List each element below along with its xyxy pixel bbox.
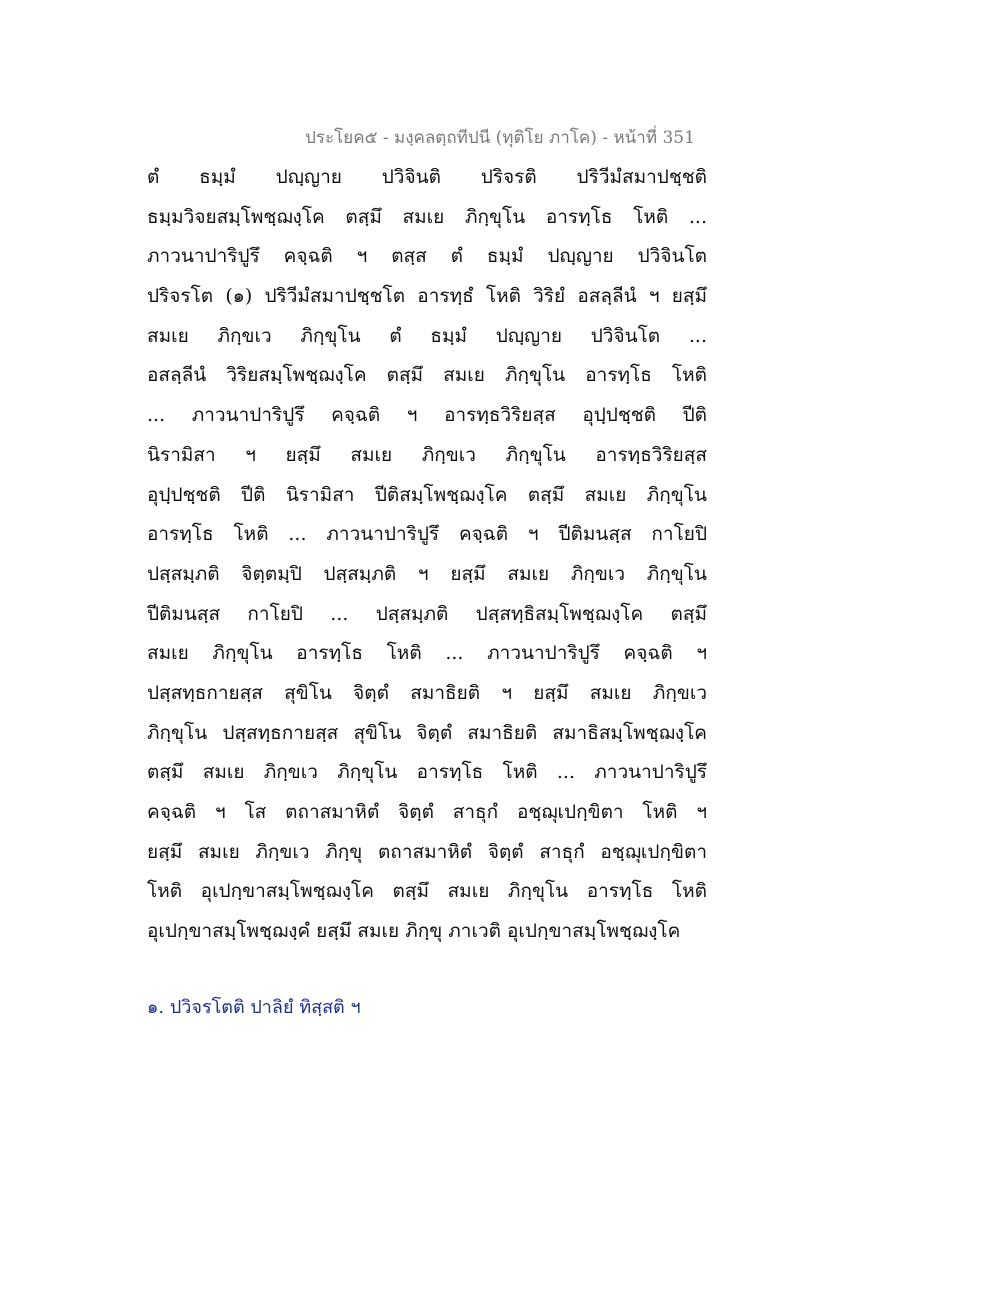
text-line: อุปฺปชฺชติ ปีติ นิรามิสา ปีติสมฺโพชฺฌงฺโค ตสฺมึ สมเย ภิกฺขุโน <box>147 483 707 506</box>
text-line: โหติ อุเปกฺขาสมฺโพชฺฌงฺโค ตสฺมึ สมเย ภิกฺขุโน อารทฺโธ โหติ <box>147 880 707 903</box>
text-line: สมเย ภิกฺขุโน อารทฺโธ โหติ ... ภาวนาปาริปูรึ คจฺฉติ ฯ <box>147 642 707 665</box>
text-line: ปสฺสทฺธกายสฺส สุขิโน จิตฺตํ สมาธิยติ ฯ ยสฺมึ สมเย ภิกฺขเว <box>147 681 707 704</box>
text-line: สมเย ภิกฺขเว ภิกฺขุโน ตํ ธมฺมํ ปญฺญาย ปวิจินโต ... <box>147 324 707 347</box>
text-line: ยสฺมึ สมเย ภิกฺขเว ภิกฺขุ ตถาสมาหิตํ จิตฺตํ สาธุกํ อชฺฌุเปกฺขิตา <box>147 840 707 863</box>
text-line: อุเปกฺขาสมฺโพชฺฌงฺคํ ยสฺมึ สมเย ภิกฺขุ ภาเวติ อุเปกฺขาสมฺโพชฺฌงฺโค <box>147 920 681 943</box>
text-line: ธมฺมวิจยสมฺโพชฺฌงฺโค ตสฺมึ สมเย ภิกฺขุโน อารทฺโธ โหติ ... <box>147 205 707 228</box>
text-line: ปสฺสมฺภติ จิตฺตมฺปิ ปสฺสมฺภติ ฯ ยสฺมึ สมเย ภิกฺขเว ภิกฺขุโน <box>147 562 707 585</box>
text-line: อสลฺลีนํ วิริยสมฺโพชฺฌงฺโค ตสฺมึ สมเย ภิกฺขุโน อารทฺโธ โหติ <box>147 364 707 387</box>
text-line: คจฺฉติ ฯ โส ตถาสมาหิตํ จิตฺตํ สาธุกํ อชฺฌุเปกฺขิตา โหติ ฯ <box>147 801 707 823</box>
footnote: ๑. ปวิจรโตติ ปาลิยํ ทิสฺสติ ฯ <box>147 997 361 1018</box>
text-line: ตํ ธมฺมํ ปญฺญาย ปวิจินติ ปริจรติ ปริวีมํสมาปชฺชติ <box>147 166 707 188</box>
body-text <box>147 158 707 952</box>
page-header: ประโยค๕ - มงฺคลตฺถทีปนี (ทุติโย ภาโค) - หน้าที่ 351 <box>305 128 695 148</box>
text-line: นิรามิสา ฯ ยสฺมึ สมเย ภิกฺขเว ภิกฺขุโน อารทฺธวิริยสฺส <box>147 443 707 466</box>
text-line: ปริจรโต (๑) ปริวีมํสมาปชฺชโต อารทฺธํ โหติ วิริยํ อสลฺลีนํ ฯ ยสฺมึ <box>147 285 707 308</box>
text-line: ภิกฺขุโน ปสฺสทฺธกายสฺส สุขิโน จิตฺตํ สมาธิยติ สมาธิสมฺโพชฺฌงฺโค <box>147 721 707 744</box>
text-line: ... ภาวนาปาริปูรึ คจฺฉติ ฯ อารทฺธวิริยสฺส อุปฺปชฺชติ ปีติ <box>147 404 707 427</box>
text-line: อารทฺโธ โหติ ... ภาวนาปาริปูรึ คจฺฉติ ฯ ปีติมนสฺส กาโยปิ <box>147 523 707 546</box>
text-line: ตสฺมึ สมเย ภิกฺขเว ภิกฺขุโน อารทฺโธ โหติ ... ภาวนาปาริปูรึ <box>147 761 707 784</box>
text-line: ปีติมนสฺส กาโยปิ ... ปสฺสมฺภติ ปสฺสทฺธิสมฺโพชฺฌงฺโค ตสฺมึ <box>147 602 707 625</box>
text-line: ภาวนาปาริปูรึ คจฺฉติ ฯ ตสฺส ตํ ธมฺมํ ปญฺญาย ปวิจินโต <box>147 245 707 268</box>
